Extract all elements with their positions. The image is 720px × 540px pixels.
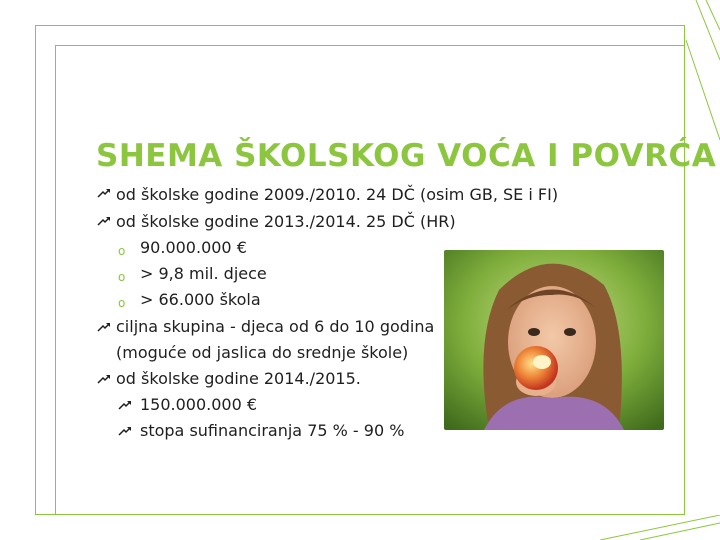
bullet-text: stopa sufinanciranja 75 % - 90 % xyxy=(140,421,405,440)
arrow-bullet-icon xyxy=(97,374,111,386)
bullet-text: (moguće od jaslica do srednje škole) xyxy=(116,343,409,362)
bullet-text: od školske godine 2013./2014. 25 DČ (HR) xyxy=(116,212,456,231)
circle-bullet-icon: o xyxy=(118,244,126,258)
bullet-text: 150.000.000 € xyxy=(140,395,258,414)
bullet-text: 90.000.000 € xyxy=(140,238,247,257)
arrow-bullet-icon xyxy=(97,188,111,200)
arrow-bullet-icon xyxy=(97,216,111,228)
circle-bullet-icon: o xyxy=(118,296,126,310)
arrow-bullet-icon xyxy=(118,400,132,412)
bullet-text: od školske godine 2009./2010. 24 DČ (osim GB, SE i FI) xyxy=(116,185,559,204)
bullet-text: > 9,8 mil. djece xyxy=(140,264,267,283)
arrow-bullet-icon xyxy=(118,426,132,438)
bottom-accent-stripes xyxy=(0,515,720,540)
girl-eating-apple-photo xyxy=(444,250,664,430)
right-accent-stripes xyxy=(686,0,720,540)
circle-bullet-icon: o xyxy=(118,270,126,284)
arrow-bullet-icon xyxy=(97,322,111,334)
bullet-text: ciljna skupina - djeca od 6 do 10 godina xyxy=(116,317,435,336)
bullet-text: od školske godine 2014./2015. xyxy=(116,369,361,388)
bullet-text: > 66.000 škola xyxy=(140,290,261,309)
slide-title: SHEMA ŠKOLSKOG VOĆA I POVRĆA xyxy=(96,138,717,174)
